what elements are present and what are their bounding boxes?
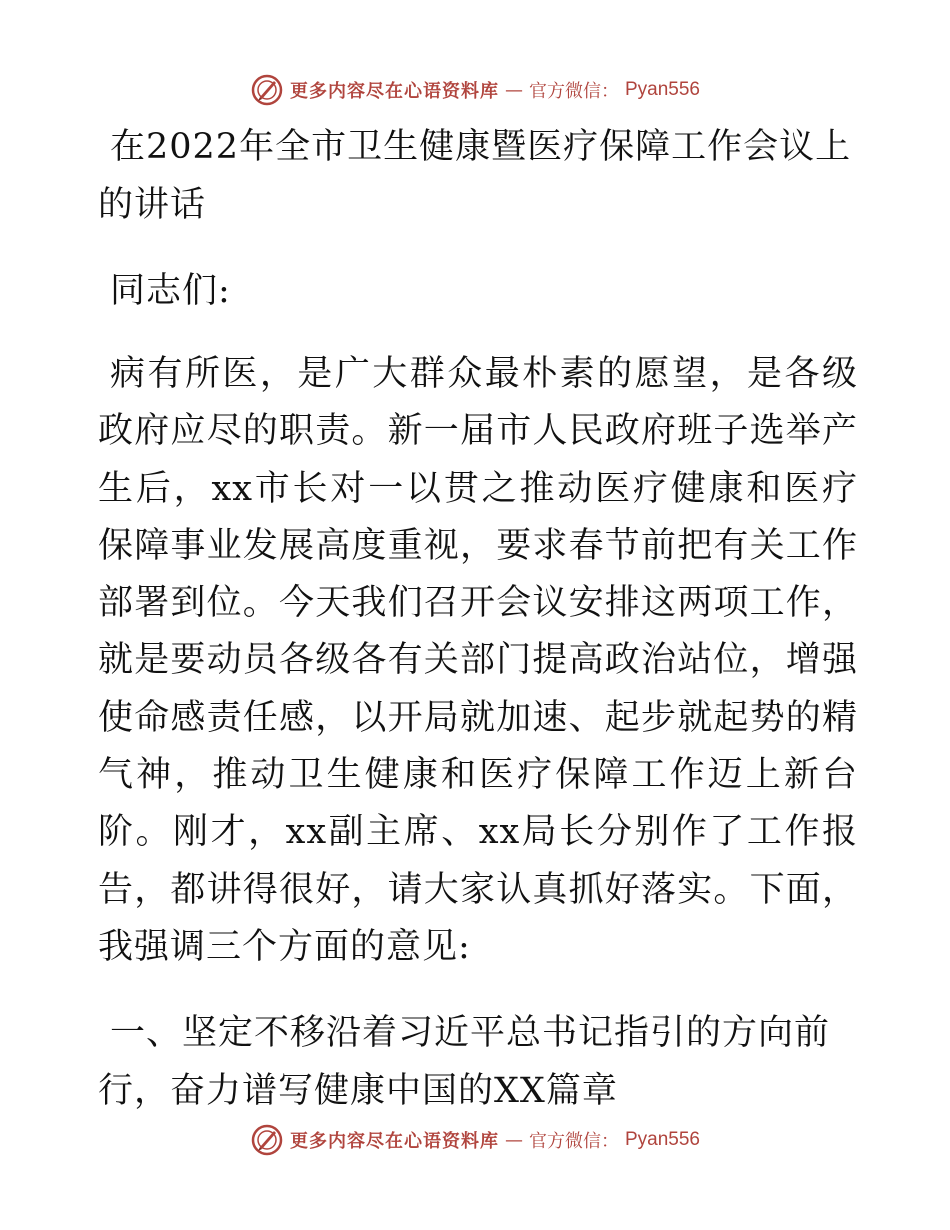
paragraph-1: 病有所医，是广大群众最朴素的愿望，是各级政府应尽的职责。新一届市人民政府班子选举产生后，xx市长对一以贯之推动医疗健康和医疗保障事业发展高度重视，要求春节前把有关工作部署到位。今天我们召开会议安排这两项工作，就是要动员各级各有关部门提高政治站位，增强使命感责任感，以开局就加速、起步就起势的精气神，推动卫生健康和医疗保障工作迈上新台阶。刚才，xx副主席、xx局长分别作了工作报告，都讲得很好，请大家认真抓好落实。下面，我强调三个方面的意见: [98, 354, 858, 967]
document-body [98, 118, 858, 1120]
section-1-heading: 一、坚定不移沿着习近平总书记指引的方向前行，奋力谱写健康中国的XX篇章 [98, 1013, 831, 1112]
footer-banner[interactable] [0, 1120, 950, 1160]
header-banner[interactable] [0, 70, 950, 110]
wechat-id: Pyan556 [624, 1129, 700, 1150]
promo-text: 更多内容尽在心语资料库 [289, 81, 499, 102]
wechat-label: 官方微信： [528, 81, 619, 102]
quill-logo-icon [250, 73, 284, 107]
promo-text: 更多内容尽在心语资料库 [289, 1131, 499, 1152]
quill-logo-icon [250, 1123, 284, 1157]
document-title: 在2022年全市卫生健康暨医疗保障工作会议上的讲话 [98, 127, 852, 225]
greeting: 同志们: [110, 271, 231, 311]
banner-separator: — [504, 1129, 523, 1151]
wechat-label: 官方微信： [528, 1131, 619, 1152]
banner-separator: — [504, 79, 523, 101]
wechat-id: Pyan556 [624, 79, 700, 100]
